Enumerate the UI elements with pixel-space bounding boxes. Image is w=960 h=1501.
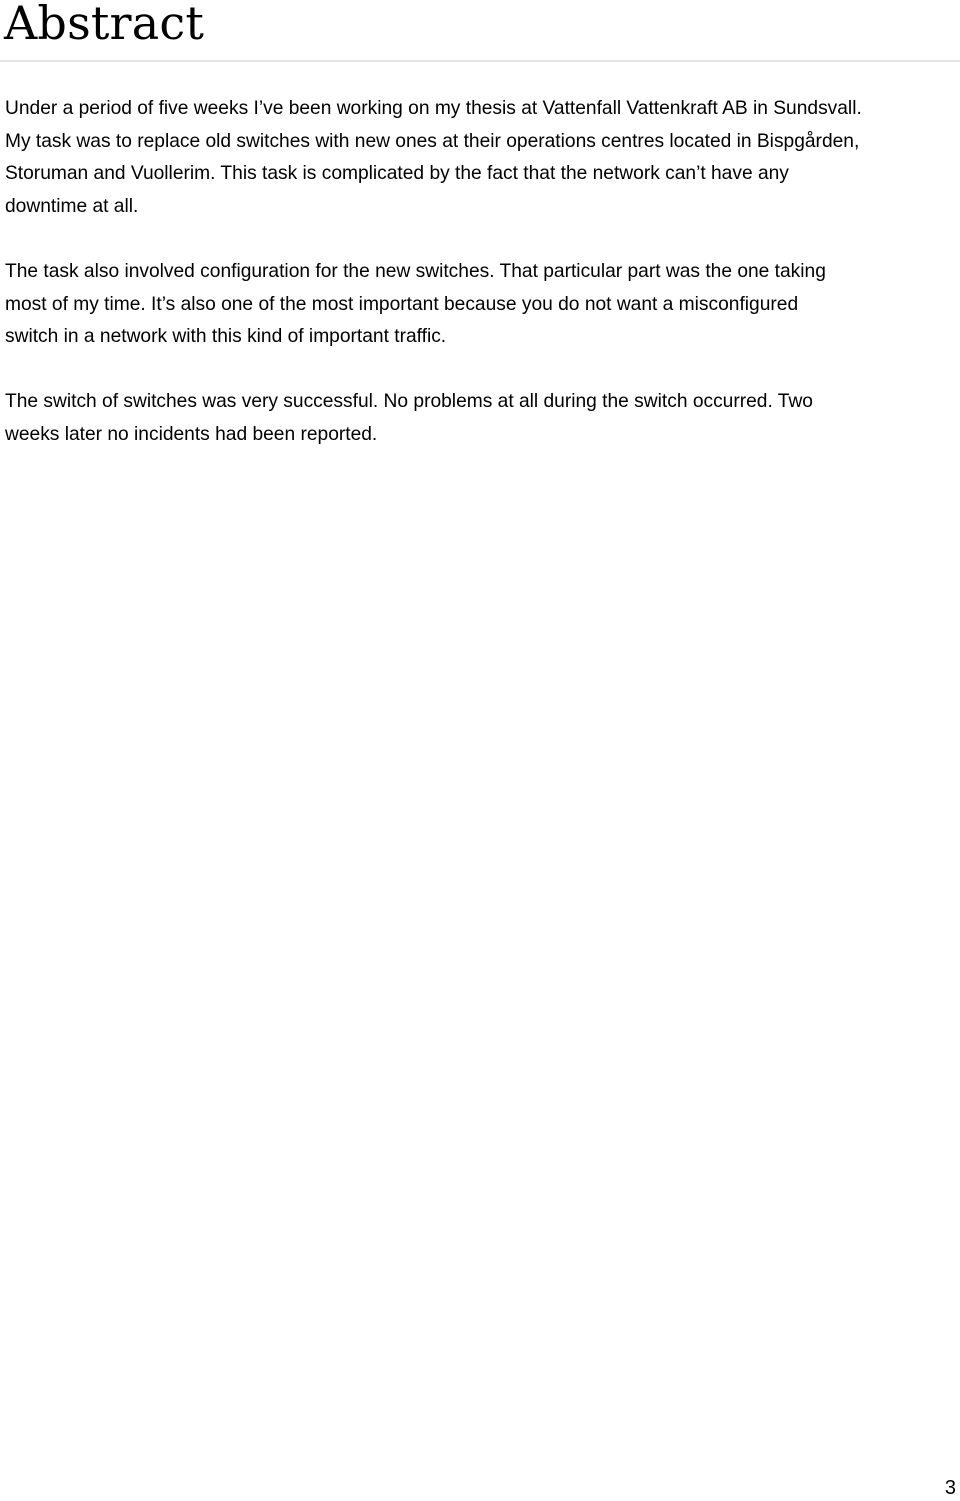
text-line: downtime at all. — [5, 195, 139, 217]
page-title: Abstract — [4, 0, 205, 50]
title-divider — [0, 60, 960, 62]
text-line: weeks later no incidents had been reported. — [5, 423, 378, 445]
page-number: 3 — [944, 1477, 956, 1499]
text-line: My task was to replace old switches with new ones at their operations centres located in Bispgården, — [5, 130, 860, 152]
text-line: Storuman and Vuollerim. This task is complicated by the fact that the network can’t have any — [5, 163, 789, 184]
text-line: The switch of switches was very successful. No problems at all during the switch occurred. Two — [5, 391, 813, 412]
text-line: switch in a network with this kind of important traffic. — [5, 326, 447, 347]
abstract-paragraph-2 — [5, 256, 953, 354]
abstract-paragraph-1 — [5, 93, 953, 223]
abstract-paragraph-3 — [5, 386, 953, 451]
text-line: The task also involved configuration for the new switches. That particular part was the one taking — [5, 261, 826, 282]
text-line: Under a period of five weeks I’ve been working on my thesis at Vattenfall Vattenkraft AB in Sundsvall. — [5, 98, 862, 119]
text-line: most of my time. It’s also one of the most important because you do not want a misconfigured — [5, 293, 799, 315]
